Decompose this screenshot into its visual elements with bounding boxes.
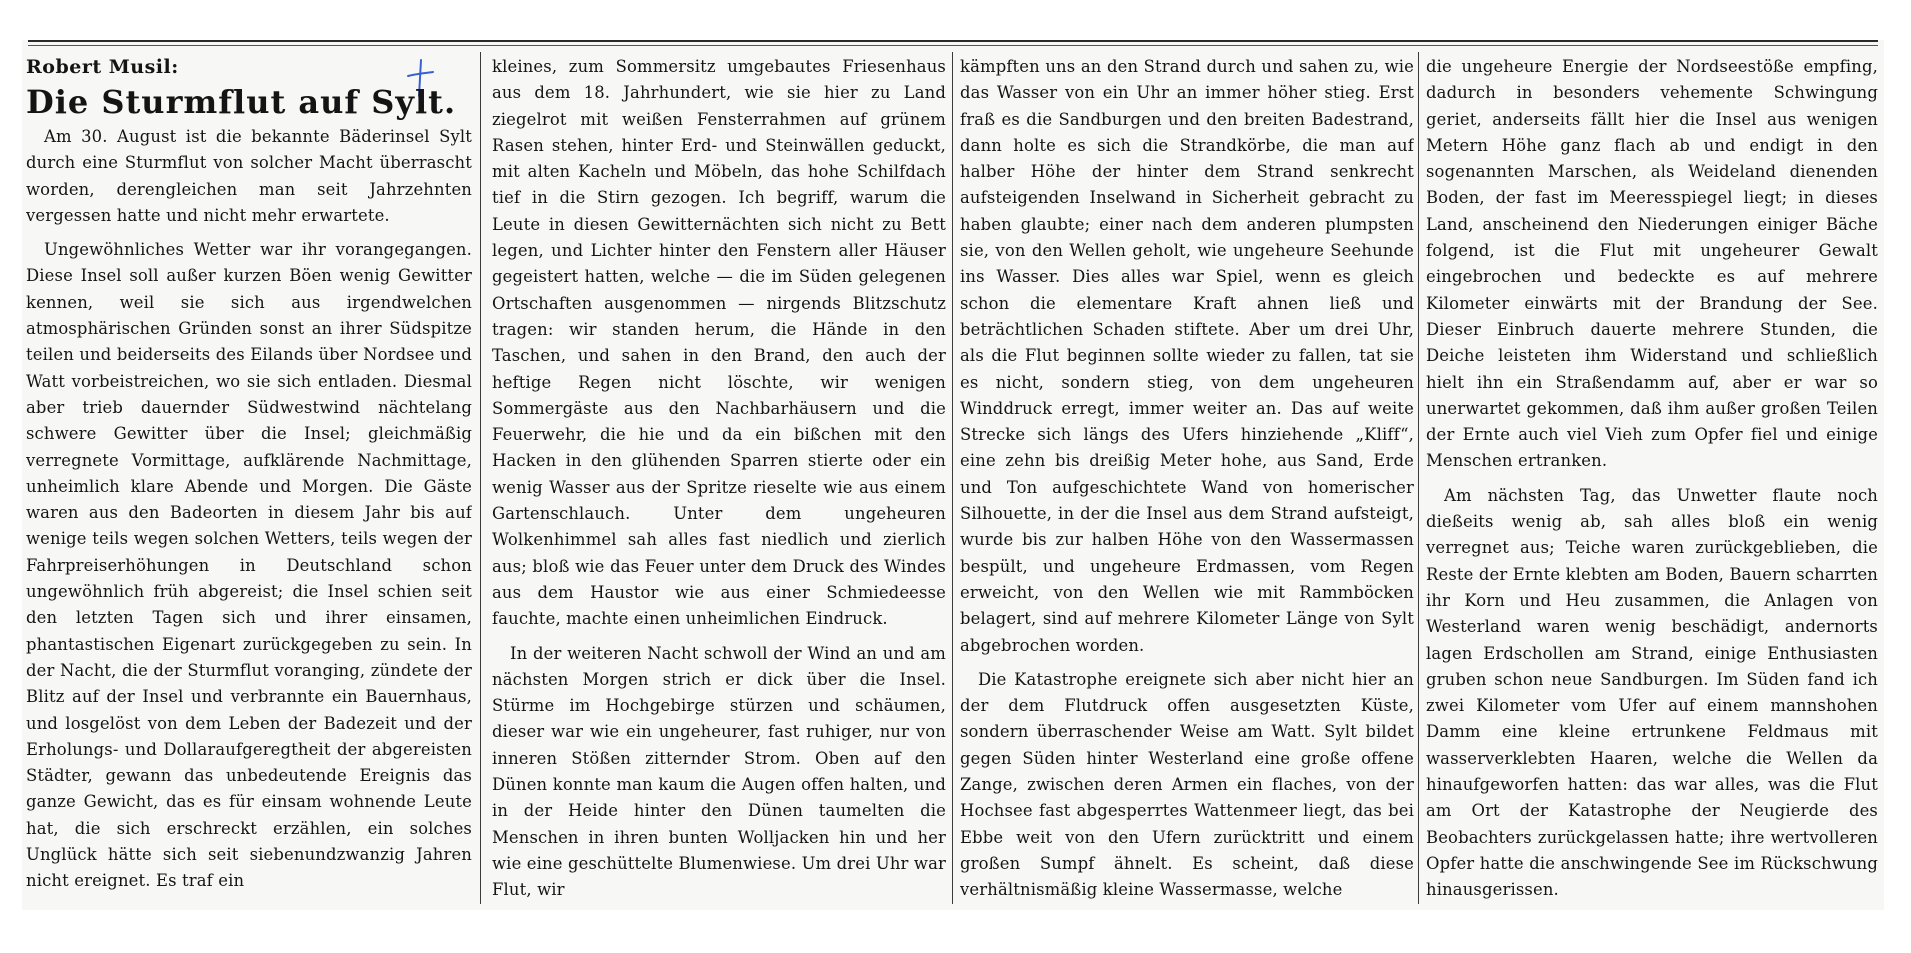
top-rule-thin [28,45,1878,46]
article-paragraph: die ungeheure Energie der Nordseestöße empfing, dadurch in besonders vehemente Schwingung geriet, anderseits fällt hier die Insel aus wenigen Metern Höhe ganz flach ab und endigt in den sogenannten Marschen, als Weideland dienenden Boden, der fast im Meeresspiegel liegt; in dieses Land, anscheinend den Niederungen einiger Bäche folgend, ist die Flut mit ungeheurer Gewalt eingebrochen und bedeckte es auf mehrere Kilometer einwärts mit der Brandung der See. Dieser Einbruch dauerte mehrere Stunden, die Deiche leisteten ihm Widerstand und schließlich hielt ihn ein Straßendamm auf, aber er war so unerwartet gekommen, daß ihm außer großen Teilen der Ernte auch viel Vieh zum Opfer fiel und einige Menschen ertranken. [1426,57,1878,471]
article-column-1 [26,54,472,904]
article-paragraph: In der weiteren Nacht schwoll der Wind an und am nächsten Morgen strich er dick über die Insel. Stürme im Hochgebirge stürzen und schäumen, dieser war wie ein ungeheurer, fast ruhiger, nur von inneren Stößen zitternder Strom. Oben auf den Dünen konnte man kaum die Augen offen halten, und in der Heide hinter den Dünen taumelten die Menschen in ihren bunten Wolljacken hin und her wie eine geschüttelte Blumenwiese. Um drei Uhr war Flut, wir [492,643,946,900]
article-paragraph: Ungewöhnliches Wetter war ihr vorangegangen. Diese Insel soll außer kurzen Böen wenig Gewitter kennen, weil sie sich aus irgendwelchen atmosphärischen Gründen sonst an ihrer Südspitze teilen und beiderseits des Eilands über Nordsee und Watt vorbeistreichen, wo sie sich entladen. Diesmal aber trieb dauernder Südwestwind nächtelang schwere Gewitter über die Insel; gleichmäßig verregnete Vormittage, aufklärende Nachmittage, unheimlich klare Abende und Morgen. Die Gäste waren aus den Badeorten in diesem Jahr bis auf wenige teils wegen solchen Wetters, teils wegen der Fahrpreiserhöhungen in Deutschland schon ungewöhnlich früh abgereist; die Insel schien seit den letzten Tagen sich und ihrer einsamen, phantastischen Eigenart zurückgegeben zu sein. In der Nacht, die der Sturmflut voranging, zündete der Blitz auf der Insel und verbrannte ein Bauernhaus, und losgelöst von dem Leben der Badezeit und der Erholungs- und Dollaraufgeregtheit der abgereisten Städter, gewann das unbedeutende Ereignis das ganze Gewicht, das es für einsam wohnende Leute hat, die sich erschreckt erzählen, ein solches Unglück hätte sich seit siebenundzwanzig Jahren nicht ereignet. Es traf ein [26,240,472,891]
column-divider [480,52,481,904]
column-body [960,54,1414,904]
article-paragraph: kleines, zum Sommersitz umgebautes Friesenhaus aus dem 18. Jahrhundert, wie sie hier zu Land ziegelrot mit weißen Fensterrahmen auf grünem Rasen stehen, hinter Erd- und Steinwällen geduckt, mit alten Kacheln und Möbeln, das hohe Schilfdach tief in die Stirn gezogen. Ich begriff, warum die Leute in diesen Gewitternächten sich nicht zu Bett legen, und Lichter hinter den Fenstern aller Häuser gegeistert hatten, welche — die im Süden gelegenen Ortschaften ausgenommen — nirgends Blitzschutz tragen: wir standen herum, die Hände in den Taschen, und sahen in den Brand, den auch der heftige Regen nicht löschte, wir wenigen Sommergäste aus den Nachbarhäusern und die Feuerwehr, die hie und da ein bißchen mit den Hacken in den glühenden Sparren stierte oder ein wenig Wasser aus der Spritze rieselte wie aus einem Gartenschlauch. Unter dem ungeheuren Wolkenhimmel sah alles fast niedlich und zierlich aus; bloß wie das Feuer unter dem Druck des Windes aus dem Haustor wie aus einer Schmiedeesse fauchte, machte einen unheimlichen Eindruck. [492,57,946,629]
article-column-2 [492,54,946,904]
column-body [26,124,472,895]
column-divider [1418,52,1419,904]
column-body [1426,54,1878,904]
article-paragraph: Die Katastrophe ereignete sich aber nicht hier an der dem Flutdruck offen ausgesetzten Küste, sondern überraschender Weise am Watt. Sylt bildet gegen Süden hinter Westerland eine große offene Zange, zwischen deren Armen ein flaches, von der Hochsee fast abgesperrtes Wattenmeer liegt, das bei Ebbe weit von den Ufern zurücktritt und einem großen Sumpf ähnelt. Es scheint, daß diese verhältnismäßig kleine Wassermasse, welche [960,669,1414,900]
column-divider [952,52,953,904]
article-paragraph: kämpften uns an den Strand durch und sahen zu, wie das Wasser von ein Uhr an immer höher stieg. Erst fraß es die Sandburgen und den breiten Badestrand, dann holte es sich die Strandkörbe, die man auf halber Höhe der hinter dem Strand senkrecht aufsteigenden Inselwand in Sicherheit gebracht zu haben glaubte; einer nach dem anderen plumpsten sie, von den Wellen geholt, wie ungeheure Seehunde ins Wasser. Dies alles war Spiel, wenn es gleich schon die elementare Kraft ahnen ließ und beträchtlichen Schaden stiftete. Aber um drei Uhr, als die Flut beginnen sollte wieder zu fallen, tat sie es nicht, sondern stieg, von dem ungeheuren Winddruck erregt, immer weiter an. Das auf weite Strecke sich längs des Ufers hinziehende „Kliff“, eine zehn bis dreißig Meter hohe, aus Sand, Erde und Ton aufgeschichtete Wand von homerischer Silhouette, in der die Insel aus dem Strand aufsteigt, wurde bis zur halben Höhe von den Wassermassen bespült, und ungeheure Erdmassen, vom Regen erweicht, von den Wellen wie mit Rammböcken belagert, sind auf mehrere Kilometer Länge von Sylt abgebrochen worden. [960,57,1414,655]
article-column-4 [1426,54,1878,904]
article-headline: Die Sturmflut auf Sylt. [26,83,457,121]
article-paragraph: Am nächsten Tag, das Unwetter flaute noch dießeits wenig ab, sah alles bloß ein wenig verregnet aus; Teiche waren zurückgeblieben, die Reste der Ernte klebten am Boden, Bauern scharrten ihr Korn und Heu zusammen, die Anlagen von Westerland waren wenig beschädigt, andernorts lagen Erdschollen am Strand, einige Enthusiasten gruben schon neue Sandburgen. Im Süden fand ich zwei Kilometer vom Ufer auf einem mannshohen Damm eine kleine ertrunkene Feldmaus mit wasserverklebten Haaren, welche die Wellen da hinaufgeworfen hatten: das war alles, was die Flut am Ort der Katastrophe der Neugierde des Beobachters zurückgelassen hatte; ihre wertvolleren Opfer hatte die anschwingende See im Rückschwung hinausgerissen. [1426,485,1878,900]
article-paragraph: Am 30. August ist die bekannte Bäderinsel Sylt durch eine Sturmflut von solcher Macht überrascht worden, derengleichen man seit Jahrzehnten vergessen hatte und nicht mehr erwartete. [26,127,472,225]
article-column-3 [960,54,1414,904]
article-author: Robert Musil: [26,56,179,78]
column-body [492,54,946,904]
top-rule [28,40,1878,42]
